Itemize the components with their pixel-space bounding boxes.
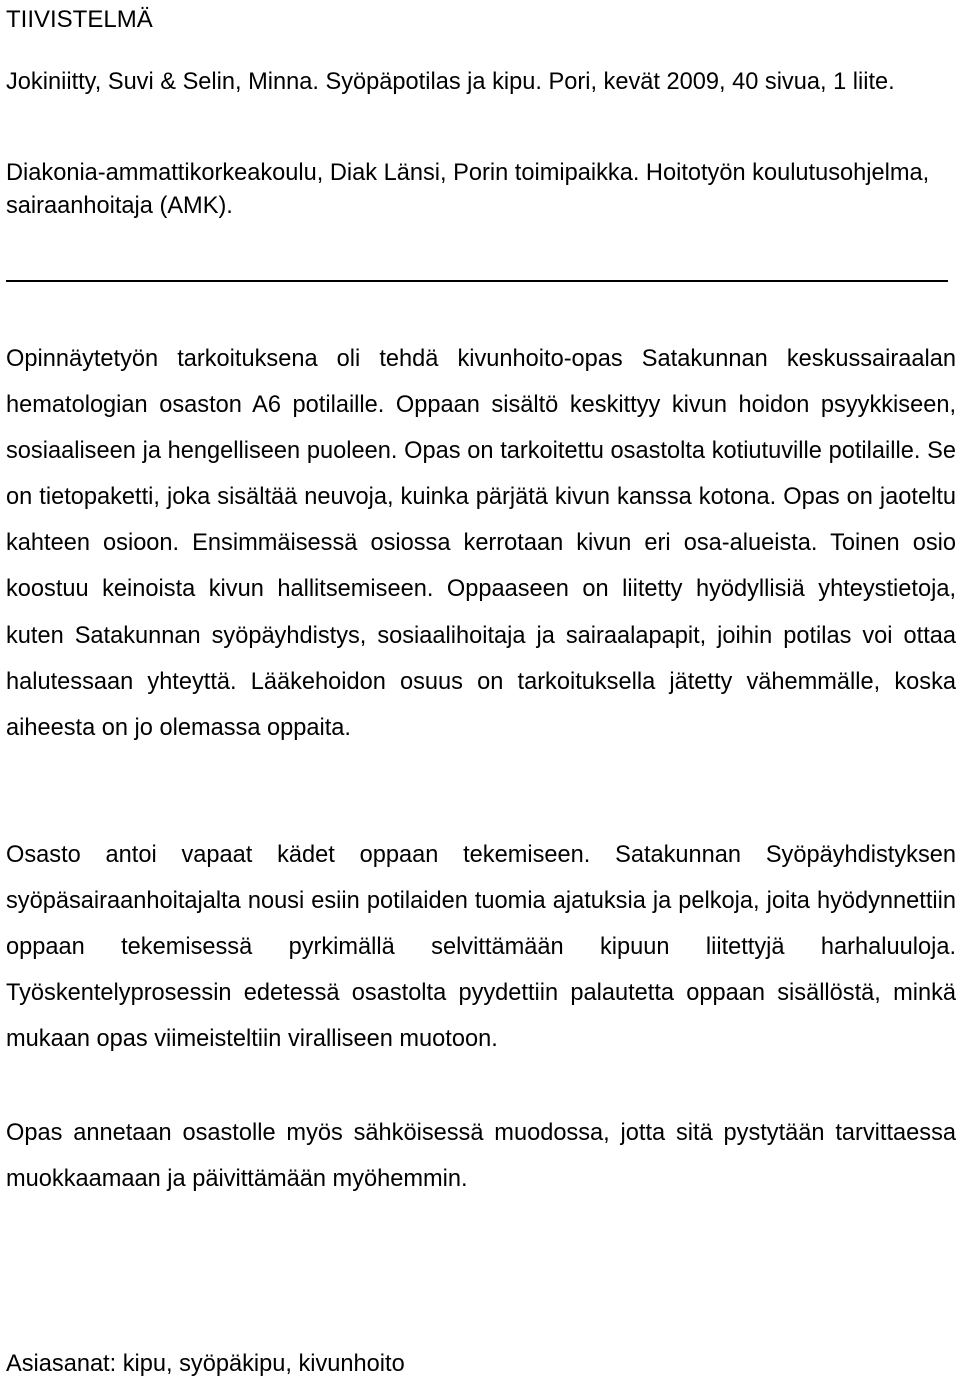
abstract-paragraph-1: Opinnäytetyön tarkoituksena oli tehdä kivunhoito-opas Satakunnan keskussairaalan hematologian osaston A6 potilaille. Oppaan sisältö keskittyy kivun hoidon psyykkiseen, sosiaaliseen ja hengelliseen puoleen. Opas on tarkoitettu osastolta kotiutuville potilaille. Se on tietopaketti, joka sisältää neuvoja, kuinka pärjätä kivun kanssa kotona. Opas on jaoteltu kahteen osioon. Ensimmäisessä osiossa kerrotaan kivun eri osa-alueista. Toinen osio koostuu keinoista kivun hallitsemiseen. Oppaaseen on liitetty hyödyllisiä yhteystietoja, kuten Satakunnan syöpäyhdistys, sosiaalihoitaja ja sairaalapapit, joihin potilas voi ottaa halutessaan yhteyttä. Lääkehoidon osuus on tarkoituksella jätetty vähemmälle, koska aiheesta on jo olemassa oppaita. — [6, 346, 956, 741]
citation-text: Jokiniitty, Suvi & Selin, Minna. Syöpäpotilas ja kipu. Pori, kevät 2009, 40 sivua, 1 liite. — [6, 69, 895, 95]
section-divider — [6, 280, 948, 282]
page-title: TIIVISTELMÄ — [6, 6, 153, 33]
abstract-paragraph-2: Osasto antoi vapaat kädet oppaan tekemiseen. Satakunnan Syöpäyhdistyksen syöpäsairaanhoitajalta nousi esiin potilaiden tuomia ajatuksia ja pelkoja, joita hyödynnettiin oppaan tekemisessä pyrkimällä selvittämään kipuun liitettyjä harhaluuloja. Työskentelyprosessin edetessä osastolta pyydettiin palautetta oppaan sisällöstä, minkä mukaan opas viimeisteltiin viralliseen muotoon. — [6, 842, 956, 1053]
institution-text: Diakonia-ammattikorkeakoulu, Diak Länsi, Porin toimipaikka. Hoitotyön koulutusohjelma, sairaanhoitaja (AMK). — [6, 160, 930, 219]
keywords-line: Asiasanat: kipu, syöpäkipu, kivunhoito — [6, 1351, 405, 1377]
abstract-paragraph-3: Opas annetaan osastolle myös sähköisessä muodossa, jotta sitä pystytään tarvittaessa muokkaamaan ja päivittämään myöhemmin. — [6, 1120, 956, 1193]
